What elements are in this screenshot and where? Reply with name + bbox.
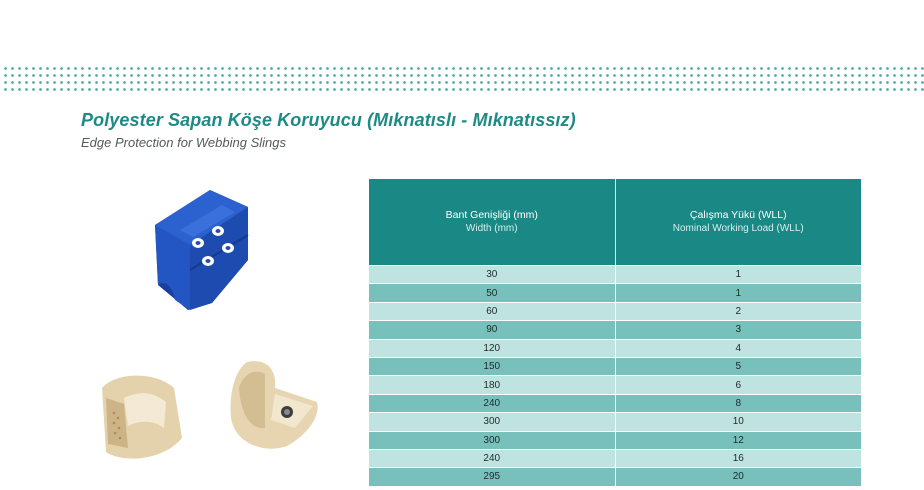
column-header-label-en: Nominal Working Load (WLL) (672, 223, 804, 234)
table-row (369, 339, 861, 357)
cell-wll: 3 (615, 321, 862, 338)
cell-width: 90 (486, 324, 498, 336)
table-row (369, 283, 861, 301)
blue-edge-protector-image (150, 185, 265, 313)
column-header-wll (615, 179, 862, 265)
dotted-banner (0, 64, 924, 94)
table-row (369, 412, 861, 430)
cell-wll: 12 (615, 432, 862, 449)
cell-width: 150 (483, 361, 501, 373)
cell-width: 300 (483, 416, 501, 428)
cell-width: 120 (483, 342, 501, 354)
cell-wll: 1 (615, 266, 862, 283)
clear-edge-protector-image-2 (225, 358, 325, 454)
cell-width: 300 (483, 434, 501, 446)
clear-edge-protector-image-1 (94, 368, 186, 464)
table-row (369, 357, 861, 375)
column-header-label-tr: Bant Genişliği (mm) (445, 209, 538, 221)
page-title: Polyester Sapan Köşe Koruyucu (Mıknatıslı - Mıknatıssız) (81, 110, 576, 130)
table-row (369, 431, 861, 449)
table-row (369, 375, 861, 393)
cell-width: 295 (483, 471, 501, 483)
table-row (369, 394, 861, 412)
cell-width: 180 (483, 379, 501, 391)
cell-width: 240 (483, 453, 501, 465)
cell-wll: 2 (615, 303, 862, 320)
cell-width: 240 (483, 397, 501, 409)
cell-width: 50 (486, 287, 498, 299)
column-header-label-tr: Çalışma Yükü (WLL) (689, 209, 787, 221)
column-header-label-en: Width (mm) (465, 223, 518, 234)
cell-width: 60 (486, 305, 498, 317)
cell-wll: 5 (615, 358, 862, 375)
cell-wll: 20 (615, 468, 862, 485)
cell-width: 30 (486, 269, 498, 281)
table-row (369, 265, 861, 283)
table-row (369, 449, 861, 467)
table-row (369, 302, 861, 320)
cell-wll: 8 (615, 395, 862, 412)
cell-wll: 1 (615, 284, 862, 301)
cell-wll: 10 (615, 413, 862, 430)
table-row (369, 467, 861, 485)
cell-wll: 4 (615, 340, 862, 357)
column-header-width (369, 179, 615, 265)
cell-wll: 6 (615, 376, 862, 393)
page-subtitle: Edge Protection for Webbing Slings (81, 135, 286, 150)
table-header (369, 179, 861, 265)
wll-table (369, 179, 861, 486)
table-body (369, 265, 861, 486)
table-row (369, 320, 861, 338)
cell-wll: 16 (615, 450, 862, 467)
